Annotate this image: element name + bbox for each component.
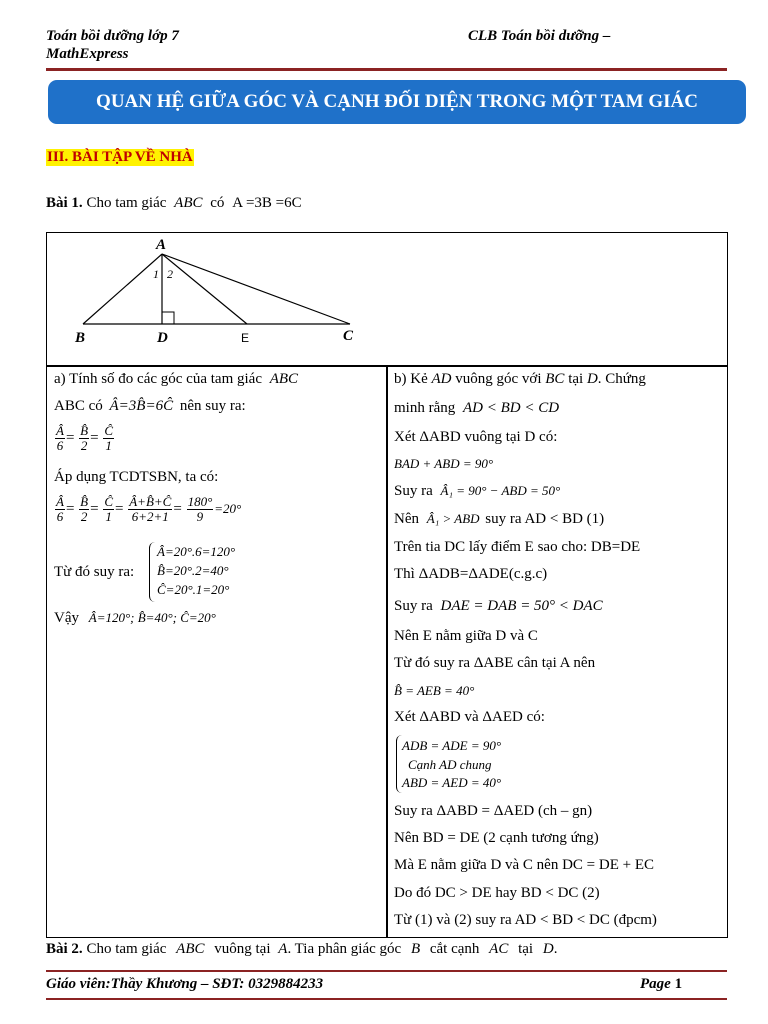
left-a-text: a) Tính số đo các góc của tam giác [54,371,262,387]
left-l2-eq: Â=3B̂=6Ĉ [109,398,174,414]
bai2-ac: AC [489,941,509,957]
label-b: B [75,330,86,346]
left-ratio-2: $\frac{Â}{6}$ = $\frac{B̂}{2}$ = $\frac{Ĉ}{1}$ = $\frac{Â+B̂+Ĉ}{6+2+1}$ = $\frac{180^\circ}{9}$ =20° [56,494,242,524]
bai1-relation: A =3B =6C [232,195,302,211]
bai2-line [46,941,557,958]
footer-teacher: Giáo viên:Thầy Khương – SĐT: 0329884233 [46,976,324,992]
bai2-t1: Cho tam giác [86,941,167,957]
right-r4-pre: Nên [394,511,419,527]
right-r6: Thì ΔADB=ΔADE(c.g.c) [394,566,548,582]
right-angle-mark [162,312,174,324]
frac2-sum: $\frac{Â+B̂+Ĉ}{6+2+1}$ [129,494,172,524]
left-a-line [54,371,298,388]
left-line-2 [54,398,246,415]
bai2-t2: vuông tại [214,941,271,957]
right-r2: BAD + ABD = 90° [394,456,494,471]
left-l2-post: nên suy ra: [179,398,246,414]
right-r11: Xét ΔABD và ΔAED có: [394,709,545,725]
right-r13: Nên BD = DE (2 cạnh tương ứng) [394,830,599,846]
triangle-figure [55,234,375,354]
left-a-triangle: ABC [269,371,299,387]
frac-a6: $\frac{Â}{6}$ [56,423,64,453]
bai2-d: D [542,941,554,957]
frac2-result: =20° [214,500,242,516]
right-b-bc: BC [545,371,565,387]
label-c: C [343,328,354,344]
left-apply: Áp dụng TCDTSBN, ta có: [54,469,219,485]
left-system-brace [149,542,155,602]
header-left-line2: MathExpress [46,46,129,62]
right-r4-line [394,511,604,528]
bai2-t5: tại [518,941,534,957]
frac-c1: $\frac{Ĉ}{1}$ [104,423,114,453]
header-rule [46,68,727,71]
label-d: D [157,330,168,346]
right-sys-3: ABD = AED = 40° [402,775,502,790]
right-r4-post: suy ra AD < BD (1) [485,511,605,527]
angle-label-2: 2 [167,267,173,281]
footer-page-number: 1 [674,976,683,992]
right-r15: Do đó DC > DE hay BD < DC (2) [394,885,600,901]
left-l2-pre: ABC có [54,398,103,414]
page-title: QUAN HỆ GIỮA GÓC VÀ CẠNH ĐỐI DIỆN TRONG MỘT TAM GIÁC [96,91,698,112]
frac2-180: $\frac{180^\circ}{9}$ [187,494,213,524]
segment-ae [162,254,247,324]
left-tu-do: Từ đó suy ra: [54,564,135,580]
edge-ab [83,254,162,324]
left-sys-2: B̂=20°.2=40° [157,563,229,578]
right-b-d: D [586,371,598,387]
bai2-triangle: ABC [176,941,205,957]
right-b-3: tại [568,371,584,387]
bai2-b: B [410,941,421,957]
title-banner [48,80,746,124]
bai2-t6: . [553,941,558,957]
edge-ac [162,254,350,324]
right-r4: Â₁ > ABD [426,511,480,526]
bai2-label: Bài 2. [46,941,83,957]
right-r3: Â₁ = 90° − ABD = 50° [440,483,561,498]
bai1-line [46,195,302,212]
header-right: CLB Toán bồi dưỡng – [468,28,611,44]
right-prove-pre: minh rằng [394,400,456,416]
left-vay-line [54,610,216,627]
right-r8: Nên E nằm giữa D và C [394,628,538,644]
label-e: E [241,331,250,345]
right-sys-2: Cạnh AD chung [408,757,492,772]
frac-b2: $\frac{B̂}{2}$ [80,423,89,453]
bai2-t4: cắt cạnh [429,941,480,957]
bai2-t3: . Tia phân giác góc [287,941,402,957]
right-r12: Suy ra ΔABD = ΔAED (ch – gn) [394,803,593,819]
right-r1: Xét ΔABD vuông tại D có: [394,429,558,445]
right-r14: Mà E nằm giữa D và C nên DC = DE + EC [394,857,655,873]
right-prove: AD < BD < CD [463,400,560,416]
left-vay-label: Vậy [54,610,79,626]
right-r16: Từ (1) và (2) suy ra AD < BD < DC (đpcm) [394,912,657,928]
right-r7-pre: Suy ra [394,598,433,614]
frac2-b2: $\frac{B̂}{2}$ [80,494,89,524]
right-b-2: vuông góc với [455,371,542,387]
left-ratio-1: $\frac{Â}{6}$ = $\frac{B̂}{2}$ = $\frac{Ĉ}{1}$ [56,423,114,453]
footer-rule [46,970,727,972]
left-sys-3: Ĉ=20°.1=20° [157,582,230,597]
bai1-triangle: ABC [174,195,203,211]
left-vay: Â=120°; B̂=40°; Ĉ=20° [88,610,216,625]
footer-page-label: Page [640,976,671,992]
left-sys-1: Â=20°.6=120° [157,544,236,559]
solution-right-cell [386,365,728,938]
label-a: A [156,237,167,253]
right-r5: Trên tia DC lấy điểm E sao cho: DB=DE [394,539,641,555]
bai2-a: A [278,941,288,957]
right-r9: Từ đó suy ra ΔABE cân tại A nên [394,655,596,671]
bai1-co: có [210,195,225,211]
footer-page [640,976,682,993]
right-b-4: . Chứng [597,371,646,387]
section-heading: III. BÀI TẬP VỀ NHÀ [47,149,193,165]
frac2-a6: $\frac{Â}{6}$ [56,494,64,524]
right-prove-line [394,400,559,417]
right-sys-1: ADB = ADE = 90° [402,738,502,753]
header-left-line1: Toán bồi dưỡng lớp 7 [46,28,179,44]
bai1-text: Cho tam giác [86,195,167,211]
right-b-1: b) Kẻ [394,371,428,387]
bai1-label: Bài 1. [46,195,83,211]
right-r7: DAE = DAB = 50° < DAC [440,598,603,614]
right-r3-pre: Suy ra [394,483,433,499]
footer-rule-bottom [46,998,727,1000]
right-r10: B̂ = AEB = 40° [394,683,475,698]
right-b-line [394,371,646,388]
right-r3-line [394,483,560,500]
angle-label-1: 1 [153,267,159,281]
frac2-c1: $\frac{Ĉ}{1}$ [104,494,114,524]
right-b-ad: AD [431,371,452,387]
right-r7-line [394,598,603,615]
